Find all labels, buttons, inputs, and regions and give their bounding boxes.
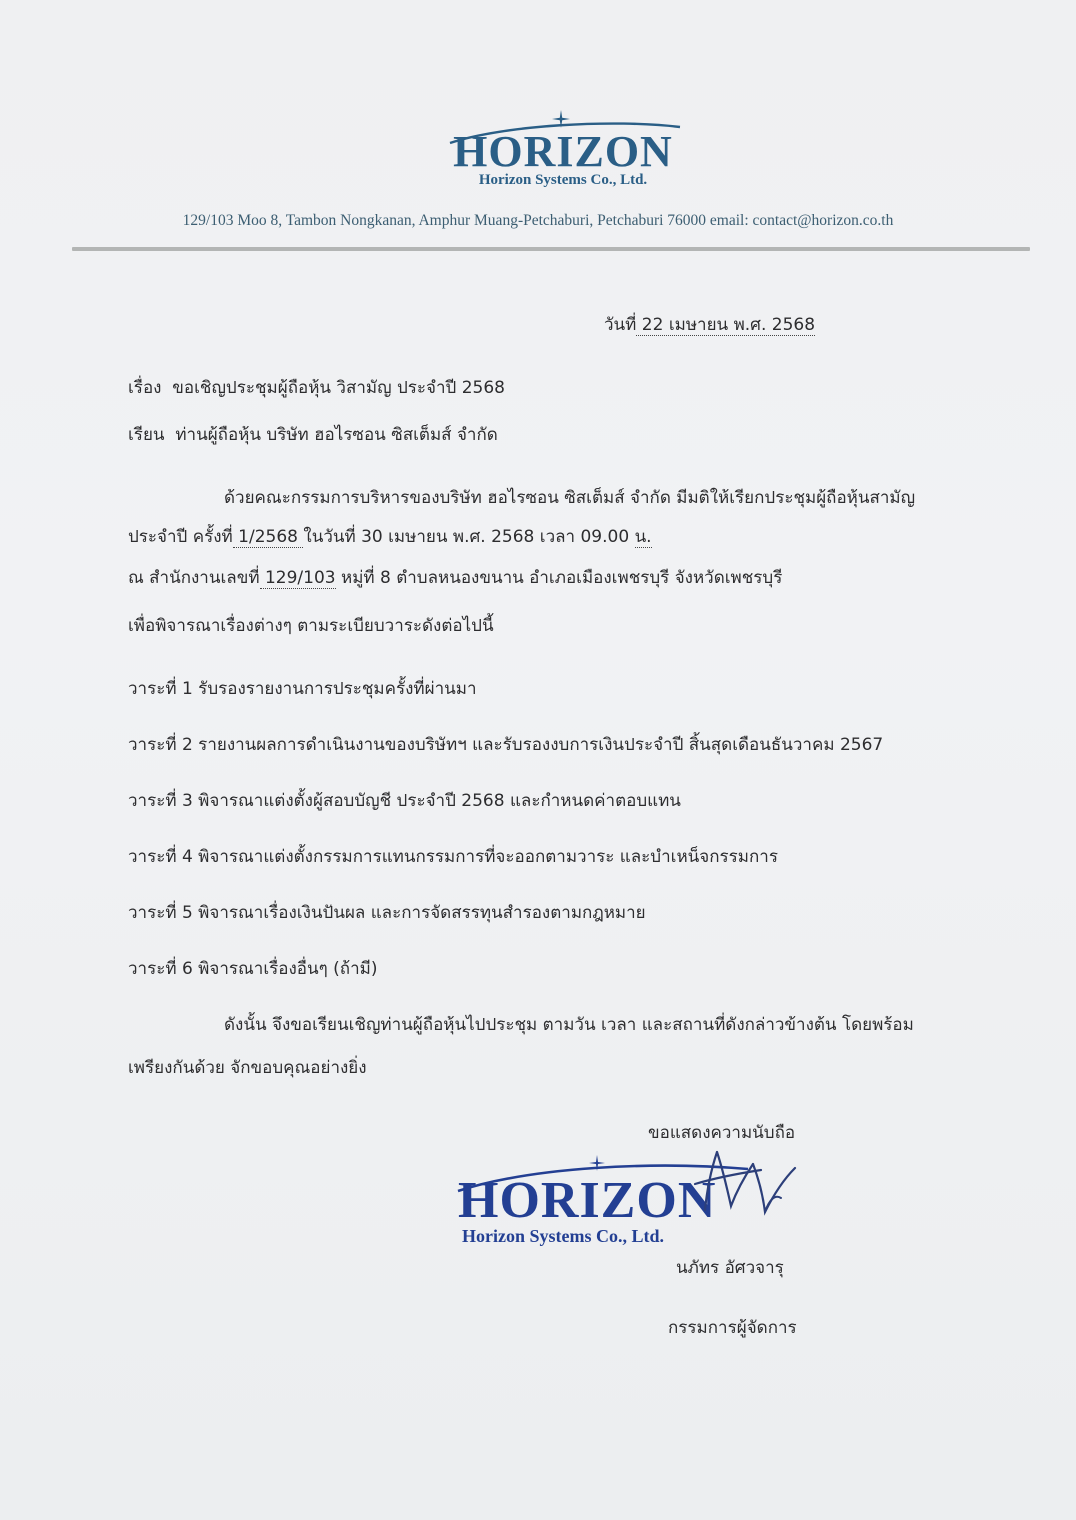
agenda-item-6: วาระที่ 6 พิจารณาเรื่องอื่นๆ (ถ้ามี) xyxy=(128,959,378,979)
meeting-number: 1/2568 xyxy=(232,527,304,547)
letter-recipient xyxy=(128,423,498,447)
intro-meeting-label: ประจำปี ครั้งที่ xyxy=(128,527,233,547)
closing-line-1: ดังนั้น จึงขอเรียนเชิญท่านผู้ถือหุ้นไปประชุม ตามวัน เวลา และสถานที่ดังกล่าวข้างต้น โดยพร้อม xyxy=(224,1015,914,1035)
letterhead-company-name: Horizon Systems Co., Ltd. xyxy=(478,172,648,188)
office-label: ณ สำนักงานเลขที่ xyxy=(128,568,260,588)
letter-subject xyxy=(128,376,505,400)
agenda-item-4: วาระที่ 4 พิจารณาแต่งตั้งกรรมการแทนกรรมการที่จะออกตามวาระ และบำเหน็จกรรมการ xyxy=(128,847,778,867)
agenda-item-2: วาระที่ 2 รายงานผลการดำเนินงานของบริษัทฯ และรับรองงบการเงินประจำปี สิ้นสุดเดือนธันวาคม 2567 xyxy=(128,735,884,755)
date-label: วันที่ xyxy=(604,315,637,335)
letterhead-divider xyxy=(72,247,1030,251)
intro-line-2 xyxy=(128,525,652,549)
subject-text: ขอเชิญประชุมผู้ถือหุ้น วิสามัญ ประจำปี 2568 xyxy=(172,378,506,398)
intro-line-3 xyxy=(128,566,782,590)
regards-text: ขอแสดงความนับถือ xyxy=(648,1123,796,1143)
recipient-text: ท่านผู้ถือหุ้น บริษัท ฮอไรซอน ซิสเต็มส์ จำกัด xyxy=(175,425,498,445)
letterhead-logo: HORIZON xyxy=(453,127,673,176)
company-stamp: HORIZON xyxy=(458,1172,717,1229)
office-location: หมู่ที่ 8 ตำบลหนองขนาน อำเภอเมืองเพชรบุรี จังหวัดเพชรบุรี xyxy=(335,568,783,588)
logo-star-icon xyxy=(552,110,570,128)
closing-line-2: เพรียงกันด้วย จักขอบคุณอย่างยิ่ง xyxy=(128,1058,367,1078)
letter-date xyxy=(604,313,815,337)
letterhead-address: 129/103 Moo 8, Tambon Nongkanan, Amphur Muang-Petchaburi, Petchaburi 76000 email: contact@horizon.co.th xyxy=(182,212,894,229)
agenda-item-3: วาระที่ 3 พิจารณาแต่งตั้งผู้สอบบัญชี ประจำปี 2568 และกำหนดค่าตอบแทน xyxy=(128,791,681,811)
meeting-time-unit: น. xyxy=(634,527,652,547)
company-stamp-name: Horizon Systems Co., Ltd. xyxy=(462,1226,664,1246)
subject-label: เรื่อง xyxy=(128,378,162,398)
signatory-name: นภัทร อัศวจารุ xyxy=(676,1258,784,1278)
meeting-datetime: ในวันที่ 30 เมษายน พ.ศ. 2568 เวลา 09.00 xyxy=(303,527,635,547)
date-value: 22 เมษายน พ.ศ. 2568 xyxy=(636,315,816,335)
stamp-star-icon xyxy=(589,1155,605,1171)
intro-line-4: เพื่อพิจารณาเรื่องต่างๆ ตามระเบียบวาระดังต่อไปนี้ xyxy=(128,616,494,636)
signatory-title: กรรมการผู้จัดการ xyxy=(668,1318,797,1338)
agenda-item-1: วาระที่ 1 รับรองรายงานการประชุมครั้งที่ผ่านมา xyxy=(128,679,477,699)
agenda-item-5: วาระที่ 5 พิจารณาเรื่องเงินปันผล และการจัดสรรทุนสำรองตามกฎหมาย xyxy=(128,903,646,923)
recipient-label: เรียน xyxy=(128,425,165,445)
intro-line-1: ด้วยคณะกรรมการบริหารของบริษัท ฮอไรซอน ซิสเต็มส์ จำกัด มีมติให้เรียกประชุมผู้ถือหุ้นสามัญ xyxy=(224,488,916,508)
office-number: 129/103 xyxy=(259,568,336,588)
signature-icon xyxy=(665,1140,815,1220)
